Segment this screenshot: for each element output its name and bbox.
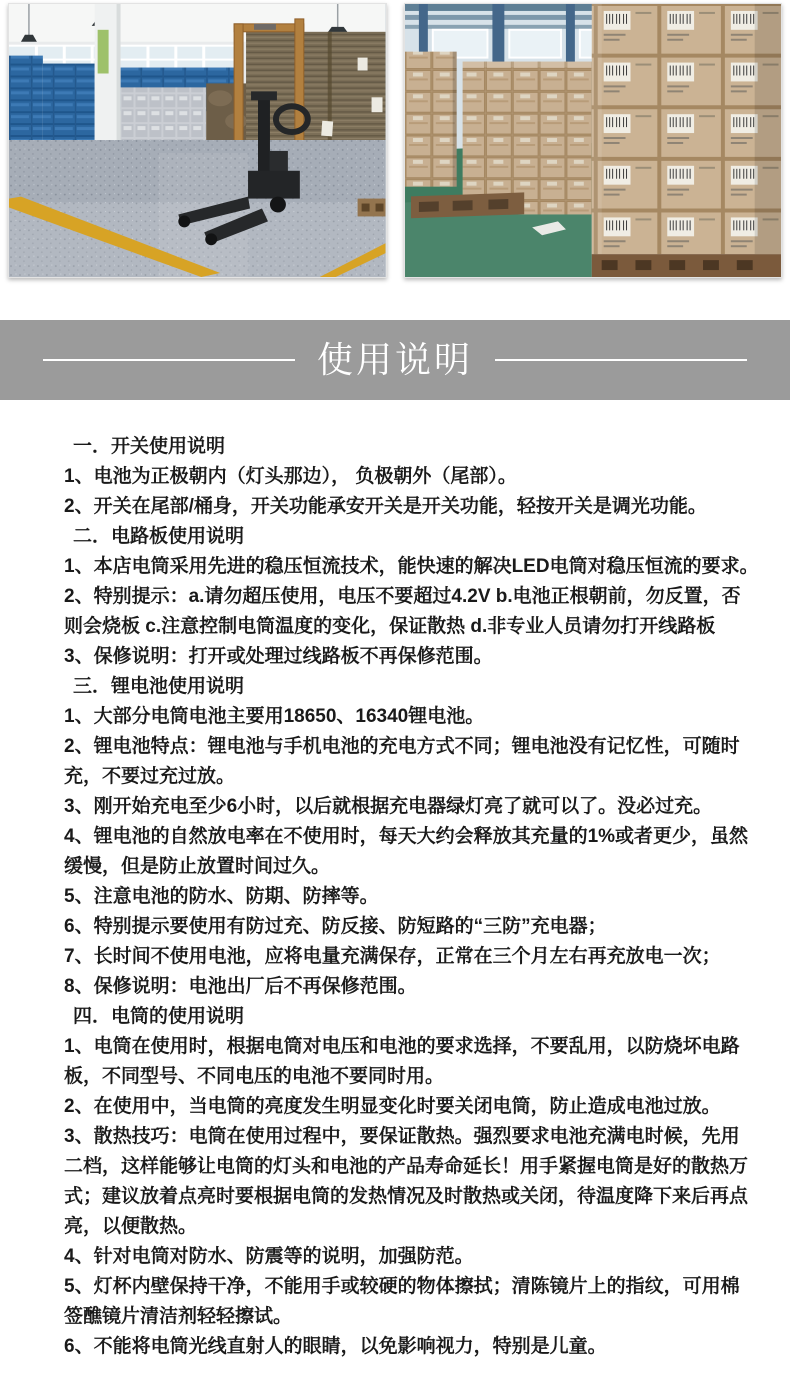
- instruction-line: 式；建议放着点亮时要根据电筒的发热情况及时散热或关闭，待温度降下来后再点: [64, 1186, 749, 1207]
- instruction-line: 2、开关在尾部/桶身，开关功能承安开关是开关功能，轻按开关是调光功能。: [64, 496, 707, 517]
- instruction-line: 6、特别提示要使用有防过充、防反接、防短路的“三防”充电器；: [64, 916, 607, 937]
- section-heading: 一．开关使用说明: [73, 436, 226, 457]
- section-banner: [0, 320, 790, 400]
- pallets-under-stack: [591, 254, 781, 277]
- instruction-line: 则会烧板 c.注意控制电筒温度的变化，保证散热 d.非专业人员请勿打开线路板: [64, 616, 716, 637]
- instruction-line: 2、锂电池特点：锂电池与手机电池的充电方式不同；锂电池没有记忆性，可随时: [64, 736, 740, 757]
- instruction-line: 签醮镜片清洁剂轻轻擦试。: [64, 1306, 293, 1327]
- section-heading: 四．电筒的使用说明: [73, 1006, 245, 1027]
- section-heading: 二．电路板使用说明: [73, 526, 245, 547]
- instruction-line: 1、电筒在使用时，根据电筒对电压和电池的要求选择，不要乱用，以防烧坏电路: [64, 1036, 740, 1057]
- warehouse-photo-right: [404, 3, 783, 278]
- instruction-line: 1、本店电筒采用先进的稳压恒流技术，能快速的解决LED电筒对稳压恒流的要求。: [64, 556, 759, 577]
- pallet-corner: [358, 199, 386, 217]
- instruction-line: 2、特别提示：a.请勿超压使用，电压不要超过4.2V b.电池正根朝前，勿反置，否: [64, 586, 741, 607]
- section-heading: 三．锂电池使用说明: [73, 676, 245, 697]
- carton-stack-right: [591, 4, 781, 254]
- carton-stack-left: [405, 52, 457, 187]
- section-title: 使用说明: [316, 340, 473, 380]
- green-sign: [98, 30, 109, 74]
- instruction-line: 5、灯杯内壁保持干净，不能用手或较硬的物体擦拭；清陈镜片上的指纹，可用棉: [64, 1276, 740, 1297]
- instruction-line: 6、不能将电筒光线直射人的眼睛，以免影响视力，特别是儿童。: [64, 1336, 607, 1357]
- instruction-line: 8、保修说明：电池出厂后不再保修范围。: [64, 976, 417, 997]
- instruction-line: 4、锂电池的自然放电率在不使用时，每天大约会释放其充量的1%或者更少，虽然: [64, 826, 749, 847]
- banner-left-rule: [43, 359, 295, 361]
- instruction-line: 1、电池为正极朝内（灯头那边）， 负极朝外（尾部）。: [64, 466, 517, 487]
- instruction-line: 缓慢，但是防止放置时间过久。: [64, 856, 331, 877]
- carton-stack-middle: [462, 62, 591, 215]
- warehouse-left-scene: [9, 4, 386, 277]
- floor: [9, 140, 386, 277]
- banner-right-rule: [495, 359, 747, 361]
- instruction-line: 3、保修说明：打开或处理过线路板不再保修范围。: [64, 646, 493, 667]
- warehouse-photos: [8, 3, 782, 278]
- instruction-line: 2、在使用中，当电筒的亮度发生明显变化时要关闭电筒，防止造成电池过放。: [64, 1096, 721, 1117]
- warehouse-photo-left: [8, 3, 387, 278]
- instruction-line: 充，不要过充过放。: [64, 766, 236, 787]
- instruction-line: 7、长时间不使用电池，应将电量充满保存，正常在三个月左右再充放电一次；: [64, 946, 721, 967]
- column: [95, 4, 121, 153]
- instruction-line: 板，不同型号、不同电压的电池不要同时用。: [64, 1066, 445, 1087]
- instruction-line: 二档，这样能够让电筒的灯头和电池的产品寿命延长！用手紧握电筒是好的散热万: [64, 1156, 749, 1177]
- instruction-line: 1、大部分电筒电池主要用18650、16340锂电池。: [64, 706, 485, 727]
- instruction-line: 3、刚开始充电至少6小时，以后就根据充电器绿灯亮了就可以了。没必过充。: [64, 796, 713, 817]
- windows: [432, 30, 617, 58]
- instructions: [64, 432, 764, 1362]
- wooden-pallet: [410, 192, 523, 218]
- warehouse-right-scene: [405, 4, 782, 277]
- instruction-line: 4、针对电筒对防水、防震等的说明，加强防范。: [64, 1246, 474, 1267]
- instruction-line: 亮，以便散热。: [64, 1216, 198, 1237]
- instruction-line: 3、散热技巧：电筒在使用过程中，要保证散热。强烈要求电池充满电时候，先用: [64, 1126, 740, 1147]
- instruction-line: 5、注意电池的防水、防期、防摔等。: [64, 886, 379, 907]
